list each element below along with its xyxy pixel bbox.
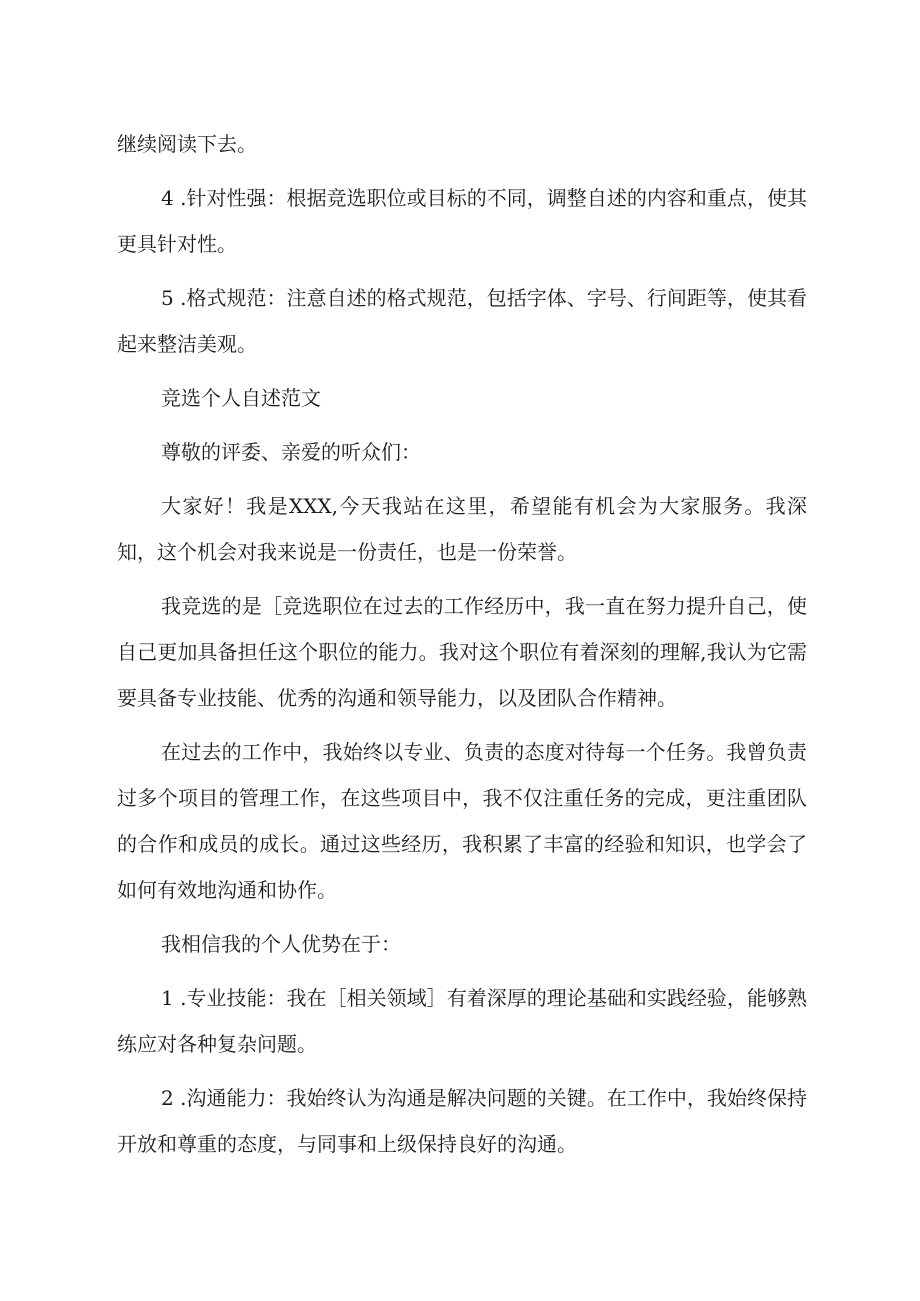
paragraph-position: 我竞选的是［竞选职位在过去的工作经历中，我一直在努力提升自己，使自己更加具备担任这个职位的能力。我对这个职位有着深刻的理解,我认为它需要具备专业技能、优秀的沟通和领导能力，以及团队合作精神。 (117, 594, 807, 710)
paragraph-experience: 在过去的工作中，我始终以专业、负责的态度对待每一个任务。我曾负责过多个项目的管理工作，在这些项目中，我不仅注重任务的完成，更注重团队的合作和成员的成长。通过这些经历，我积累了丰富的经验和知识，也学会了如何有效地沟通和协作。 (117, 740, 807, 902)
paragraph-salutation: 尊敬的评委、亲爱的听众们： (161, 440, 421, 464)
section-heading: 竞选个人自述范文 (161, 386, 321, 410)
paragraph-point-5: 5 .格式规范：注意自述的格式规范，包括字体、字号、行间距等，使其看起来整洁美观。 (117, 286, 807, 356)
paragraph-strengths-intro: 我相信我的个人优势在于： (161, 932, 401, 956)
paragraph-strength-1: 1 .专业技能：我在［相关领域］有着深厚的理论基础和实践经验，能够熟练应对各种复杂问题。 (117, 986, 807, 1056)
paragraph-point-4: 4 .针对性强：根据竞选职位或目标的不同，调整自述的内容和重点，使其更具针对性。 (117, 186, 807, 256)
document-body (117, 121, 807, 1175)
paragraph-continuation: 继续阅读下去。 (117, 132, 257, 156)
paragraph-greeting: 大家好！我是XXX,今天我站在这里，希望能有机会为大家服务。我深知，这个机会对我来说是一份责任，也是一份荣誉。 (117, 494, 807, 564)
paragraph-strength-2: 2 .沟通能力：我始终认为沟通是解决问题的关键。在工作中，我始终保持开放和尊重的态度，与同事和上级保持良好的沟通。 (117, 1086, 807, 1156)
